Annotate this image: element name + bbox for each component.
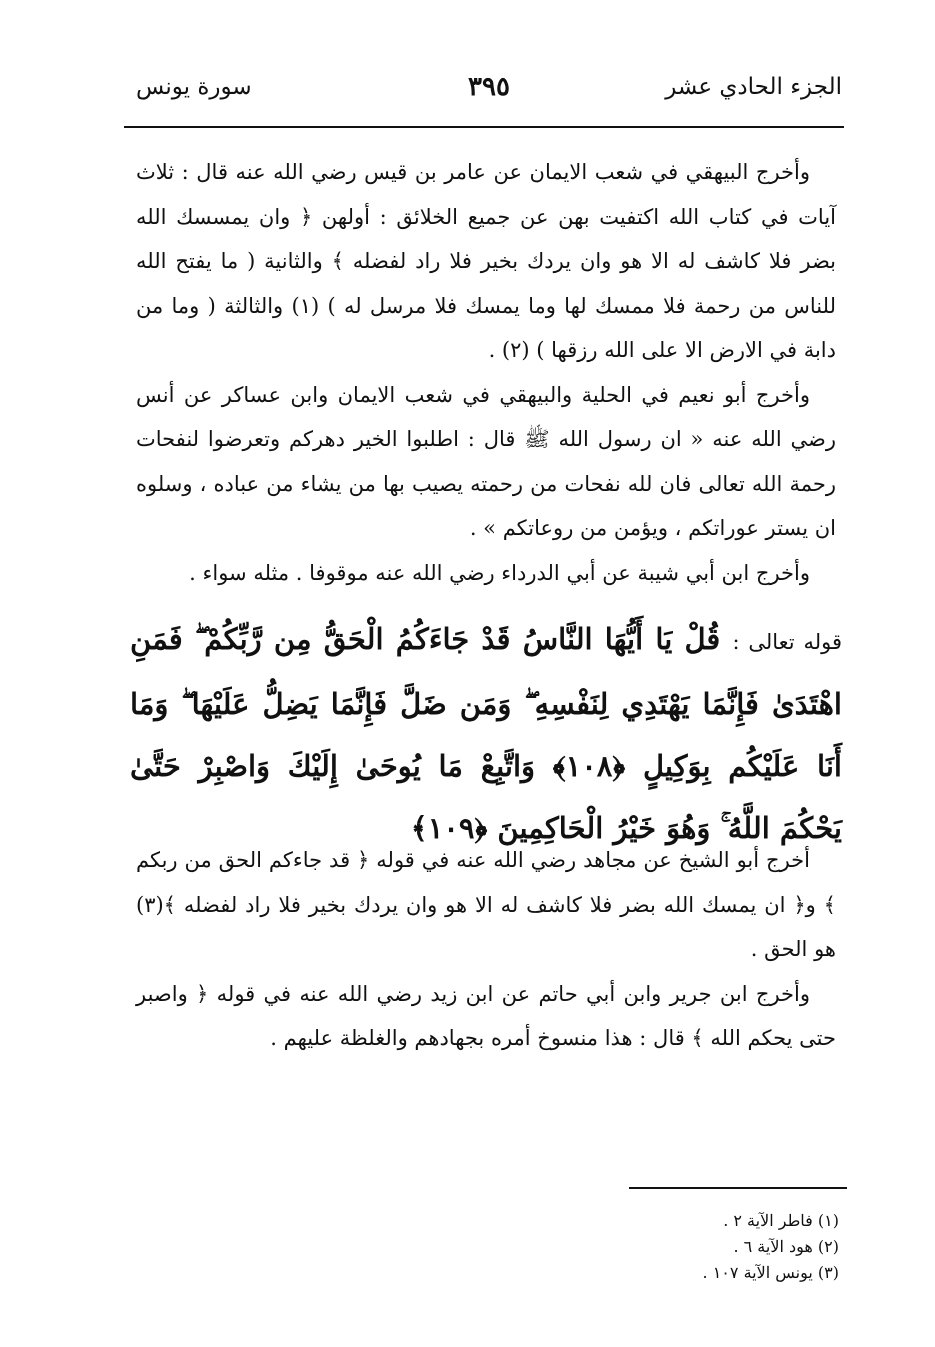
footnote-3: (٣) يونس الآية ١٠٧ . (702, 1263, 839, 1282)
surah-title: سورة يونس (136, 74, 252, 100)
footnotes (539, 1208, 839, 1286)
page-header (136, 74, 842, 114)
header-rule (124, 126, 844, 128)
paragraph-ibn-jarir: وأخرج ابن جرير وابن أبي حاتم عن ابن زيد رضي الله عنه في قوله ﴿ واصبر حتى يحكم الله ﴾ قال : هذا منسوخ أمره بجهادهم والغلظة عليهم . (136, 981, 836, 1050)
footnote-2: (٢) هود الآية ٦ . (733, 1237, 839, 1256)
paragraph-abu-shaykh: أخرج أبو الشيخ عن مجاهد رضي الله عنه في قوله ﴿ قد جاءكم الحق من ربكم ﴾ و﴿ ان يمسك الله بضر فلا كاشف له الا هو وان يردك بخير فلا راد لفضله ﴾(٣) هو الحق . (136, 848, 836, 961)
body-text-upper (136, 150, 836, 595)
paragraph-bayhaqi-amir: وأخرج البيهقي في شعب الايمان عن عامر بن قيس رضي الله عنه قال : ثلاث آيات في كتاب الله اكتفيت بهن عن جميع الخلائق : أولهن ﴿ وان يمسسك الله بضر فلا كاشف له الا هو وان يردك بخير فلا راد لفضله ﴾ والثانية ( ما يفتح الله للناس من رحمة فلا ممسك لها وما يمسك فلا مرسل له ) (١) والثالثة ( وما من دابة في الارض الا على الله رزقها ) (٢) . (136, 160, 836, 362)
paragraph-abu-nuaym: وأخرج أبو نعيم في الحلية والبيهقي في شعب الايمان وابن عساكر عن أنس رضي الله عنه « ان رسول الله ﷺ قال : اطلبوا الخير دهركم وتعرضوا لنفحات رحمة الله تعالى فان لله نفحات من رحمته يصيب بها من يشاء من عباده ، وسلوه ان يستر عوراتكم ، ويؤمن من روعاتكم » . (136, 382, 836, 540)
part-title: الجزء الحادي عشر (665, 74, 842, 100)
verse-intro: قوله تعالى : (732, 630, 842, 654)
footnote-rule (629, 1187, 847, 1189)
body-text-lower (136, 838, 836, 1061)
quran-verse-text: قُلْ يَا أَيُّهَا النَّاسُ قَدْ جَاءَكُمُ الْحَقُّ مِن رَّبِّكُمْ ۖ فَمَنِ اهْتَدَىٰ فَإِنَّمَا يَهْتَدِي لِنَفْسِهِ ۖ وَمَن ضَلَّ فَإِنَّمَا يَضِلُّ عَلَيْهَا ۖ وَمَا أَنَا عَلَيْكُم بِوَكِيلٍ ﴿١٠٨﴾ وَاتَّبِعْ مَا يُوحَىٰ إِلَيْكَ وَاصْبِرْ حَتَّىٰ يَحْكُمَ اللَّهُ ۚ وَهُوَ خَيْرُ الْحَاكِمِينَ ﴿١٠٩﴾ (130, 622, 842, 845)
quran-verse-block (130, 608, 842, 859)
footnote-1: (١) فاطر الآية ٢ . (723, 1211, 839, 1230)
page-number: ٣٩٥ (468, 72, 510, 102)
paragraph-ibn-abi-shayba: وأخرج ابن أبي شيبة عن أبي الدرداء رضي الله عنه موقوفا . مثله سواء . (189, 560, 810, 585)
